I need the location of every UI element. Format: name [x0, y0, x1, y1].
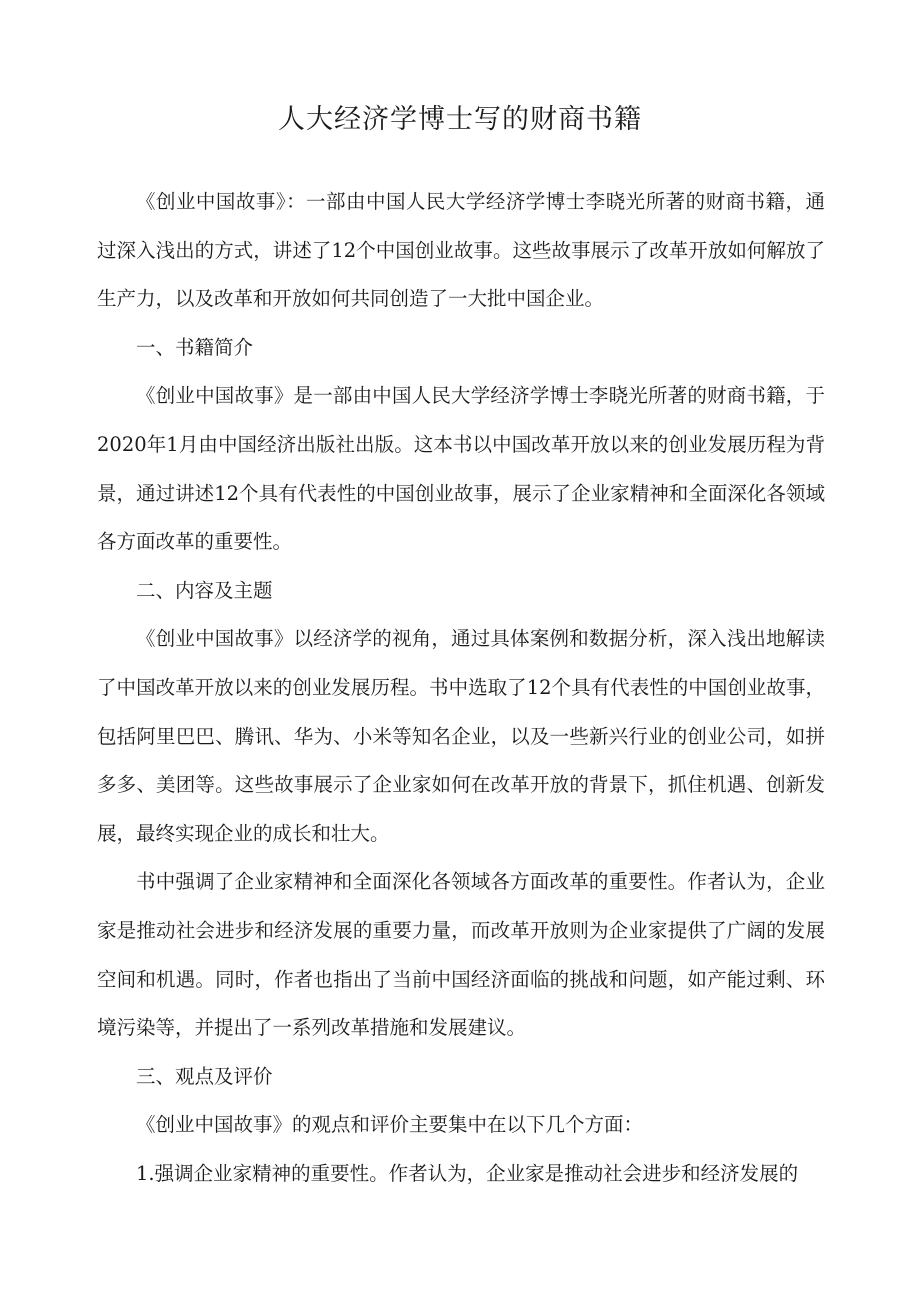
intro-paragraph: 《创业中国故事》：一部由中国人民大学经济学博士李晓光所著的财商书籍，通过深入浅出的方式，讲述了12个中国创业故事。这些故事展示了改革开放如何解放了生产力，以及改革和开放如何共同创造了一大批中国企业。 [97, 190, 825, 311]
list-item-1: 1.强调企业家精神的重要性。作者认为，企业家是推动社会进步和经济发展的 [136, 1161, 799, 1185]
document-title: 人大经济学博士写的财商书籍 [278, 104, 642, 135]
content-paragraph-2: 书中强调了企业家精神和全面深化各领域各方面改革的重要性。作者认为，企业家是推动社会进步和经济发展的重要力量，而改革开放则为企业家提供了广阔的发展空间和机遇。同时，作者也指出了当前中国经济面临的挑战和问题，如产能过剩、环境污染等，并提出了一系列改革措施和发展建议。 [97, 870, 825, 1040]
section-heading-book-intro: 一、书籍简介 [136, 335, 254, 359]
section-heading-content-theme: 二、内容及主题 [136, 578, 273, 602]
views-paragraph: 《创业中国故事》的观点和评价主要集中在以下几个方面： [136, 1113, 644, 1137]
document-body [97, 178, 825, 1198]
book-intro-paragraph: 《创业中国故事》是一部由中国人民大学经济学博士李晓光所著的财商书籍，于2020年1月由中国经济出版社出版。这本书以中国改革开放以来的创业发展历程为背景，通过讲述12个具有代表性的中国创业故事，展示了企业家精神和全面深化各领域各方面改革的重要性。 [97, 384, 825, 554]
content-paragraph-1: 《创业中国故事》以经济学的视角，通过具体案例和数据分析，深入浅出地解读了中国改革开放以来的创业发展历程。书中选取了12个具有代表性的中国创业故事，包括阿里巴巴、腾讯、华为、小米等知名企业，以及一些新兴行业的创业公司，如拼多多、美团等。这些故事展示了企业家如何在改革开放的背景下，抓住机遇、创新发展，最终实现企业的成长和壮大。 [97, 627, 825, 845]
section-heading-views-review: 三、观点及评价 [136, 1064, 273, 1088]
